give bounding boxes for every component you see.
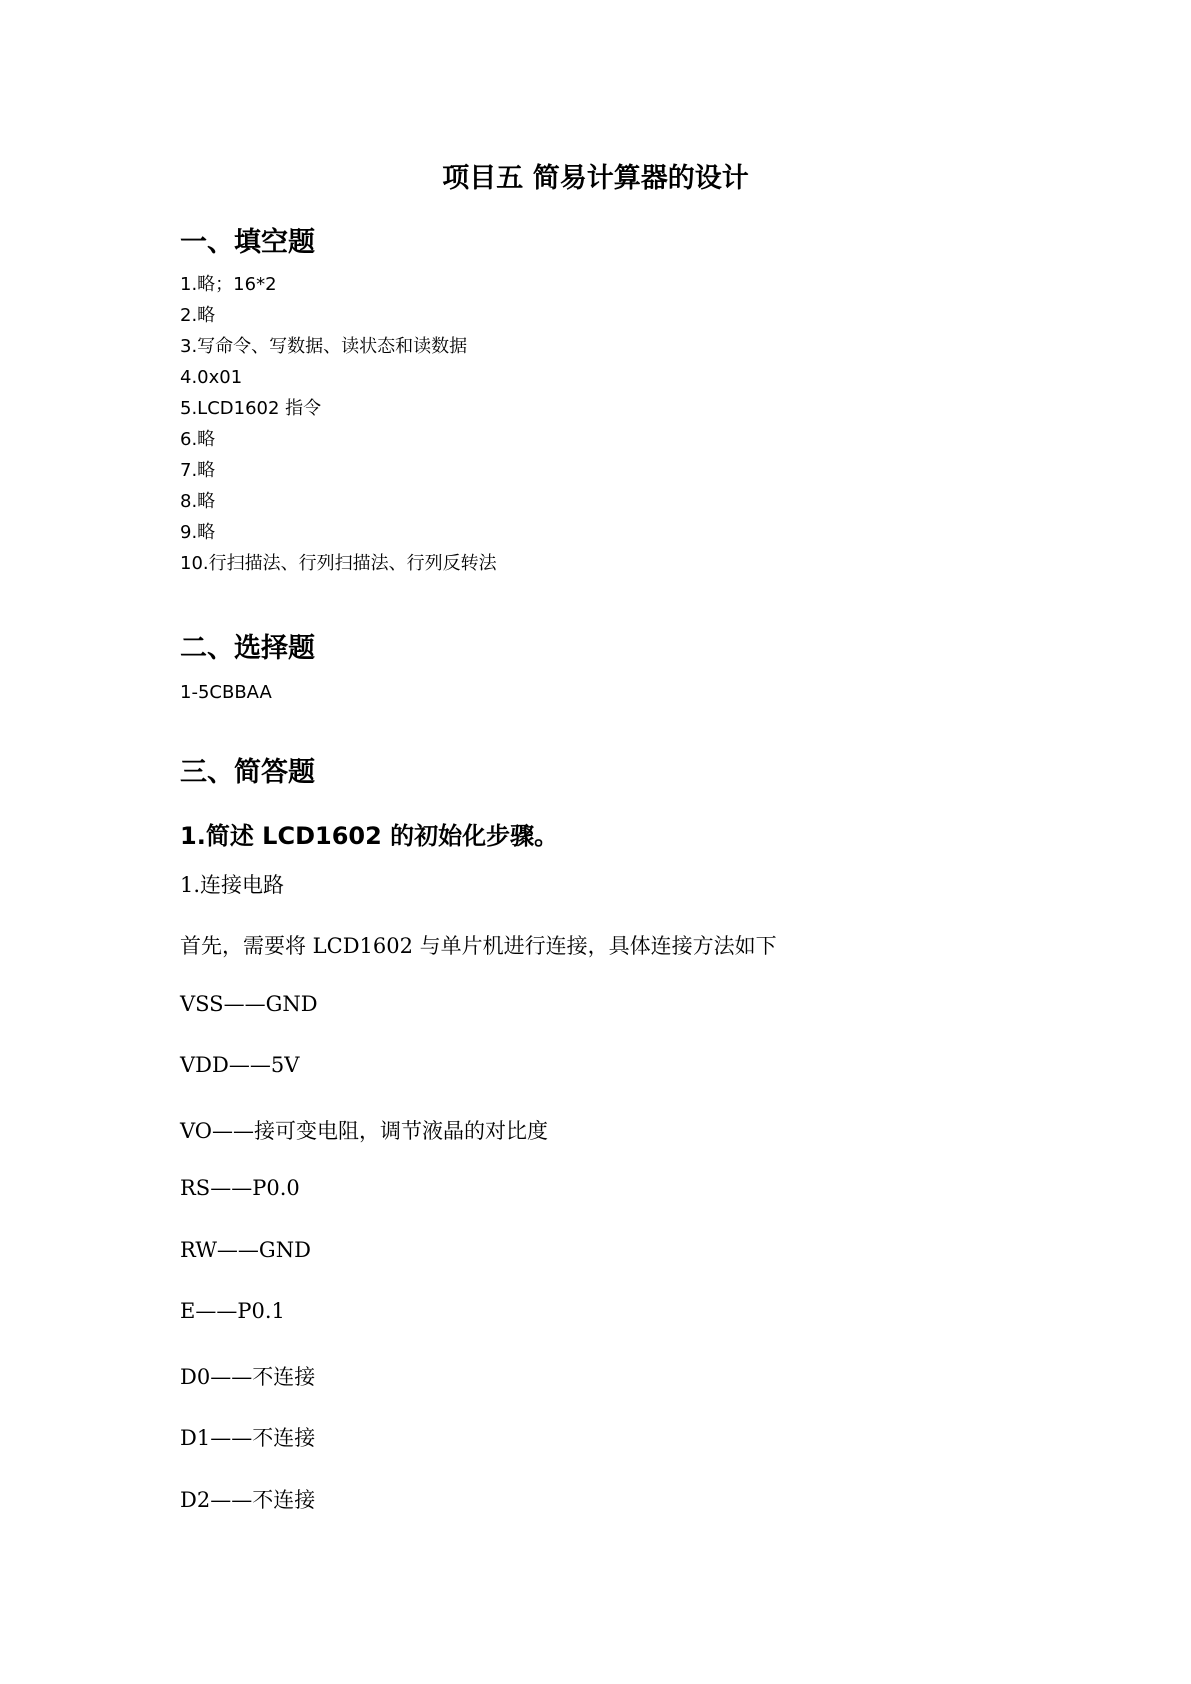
list-item: 6.略	[180, 429, 216, 450]
section-heading-fill-blank: 一、填空题	[180, 227, 315, 258]
list-item: 5.LCD1602 指令	[180, 398, 322, 419]
section-heading-short-answer: 三、简答题	[180, 757, 315, 788]
multiple-choice-answer: 1-5CBBAA	[180, 682, 272, 703]
body-paragraph: VO——接可变电阻，调节液晶的对比度	[180, 1119, 549, 1143]
body-paragraph: 首先，需要将 LCD1602 与单片机进行连接，具体连接方法如下	[180, 934, 777, 958]
fill-blank-answer-list	[180, 269, 497, 579]
list-item: 10.行扫描法、行列扫描法、行列反转法	[180, 553, 497, 574]
list-item: 2.略	[180, 305, 216, 326]
body-paragraph: D2——不连接	[180, 1488, 316, 1512]
list-item: 3.写命令、写数据、读状态和读数据	[180, 336, 468, 357]
document-title: 项目五 简易计算器的设计	[442, 163, 749, 194]
body-paragraph: D1——不连接	[180, 1426, 316, 1450]
list-item: 7.略	[180, 460, 216, 481]
list-item: 9.略	[180, 522, 216, 543]
body-paragraph: RW——GND	[180, 1238, 311, 1262]
list-item: 1.略；16*2	[180, 274, 277, 295]
short-answer-question: 1.简述 LCD1602 的初始化步骤。	[180, 822, 559, 850]
body-paragraph: RS——P0.0	[180, 1176, 300, 1200]
list-item: 4.0x01	[180, 367, 243, 388]
body-paragraph: D0——不连接	[180, 1365, 316, 1389]
body-paragraph: VSS——GND	[180, 992, 318, 1016]
section-heading-multiple-choice: 二、选择题	[180, 633, 315, 664]
body-paragraph: 1.连接电路	[180, 873, 285, 897]
body-paragraph: VDD——5V	[180, 1053, 300, 1077]
list-item: 8.略	[180, 491, 216, 512]
body-paragraph: E——P0.1	[180, 1299, 285, 1323]
